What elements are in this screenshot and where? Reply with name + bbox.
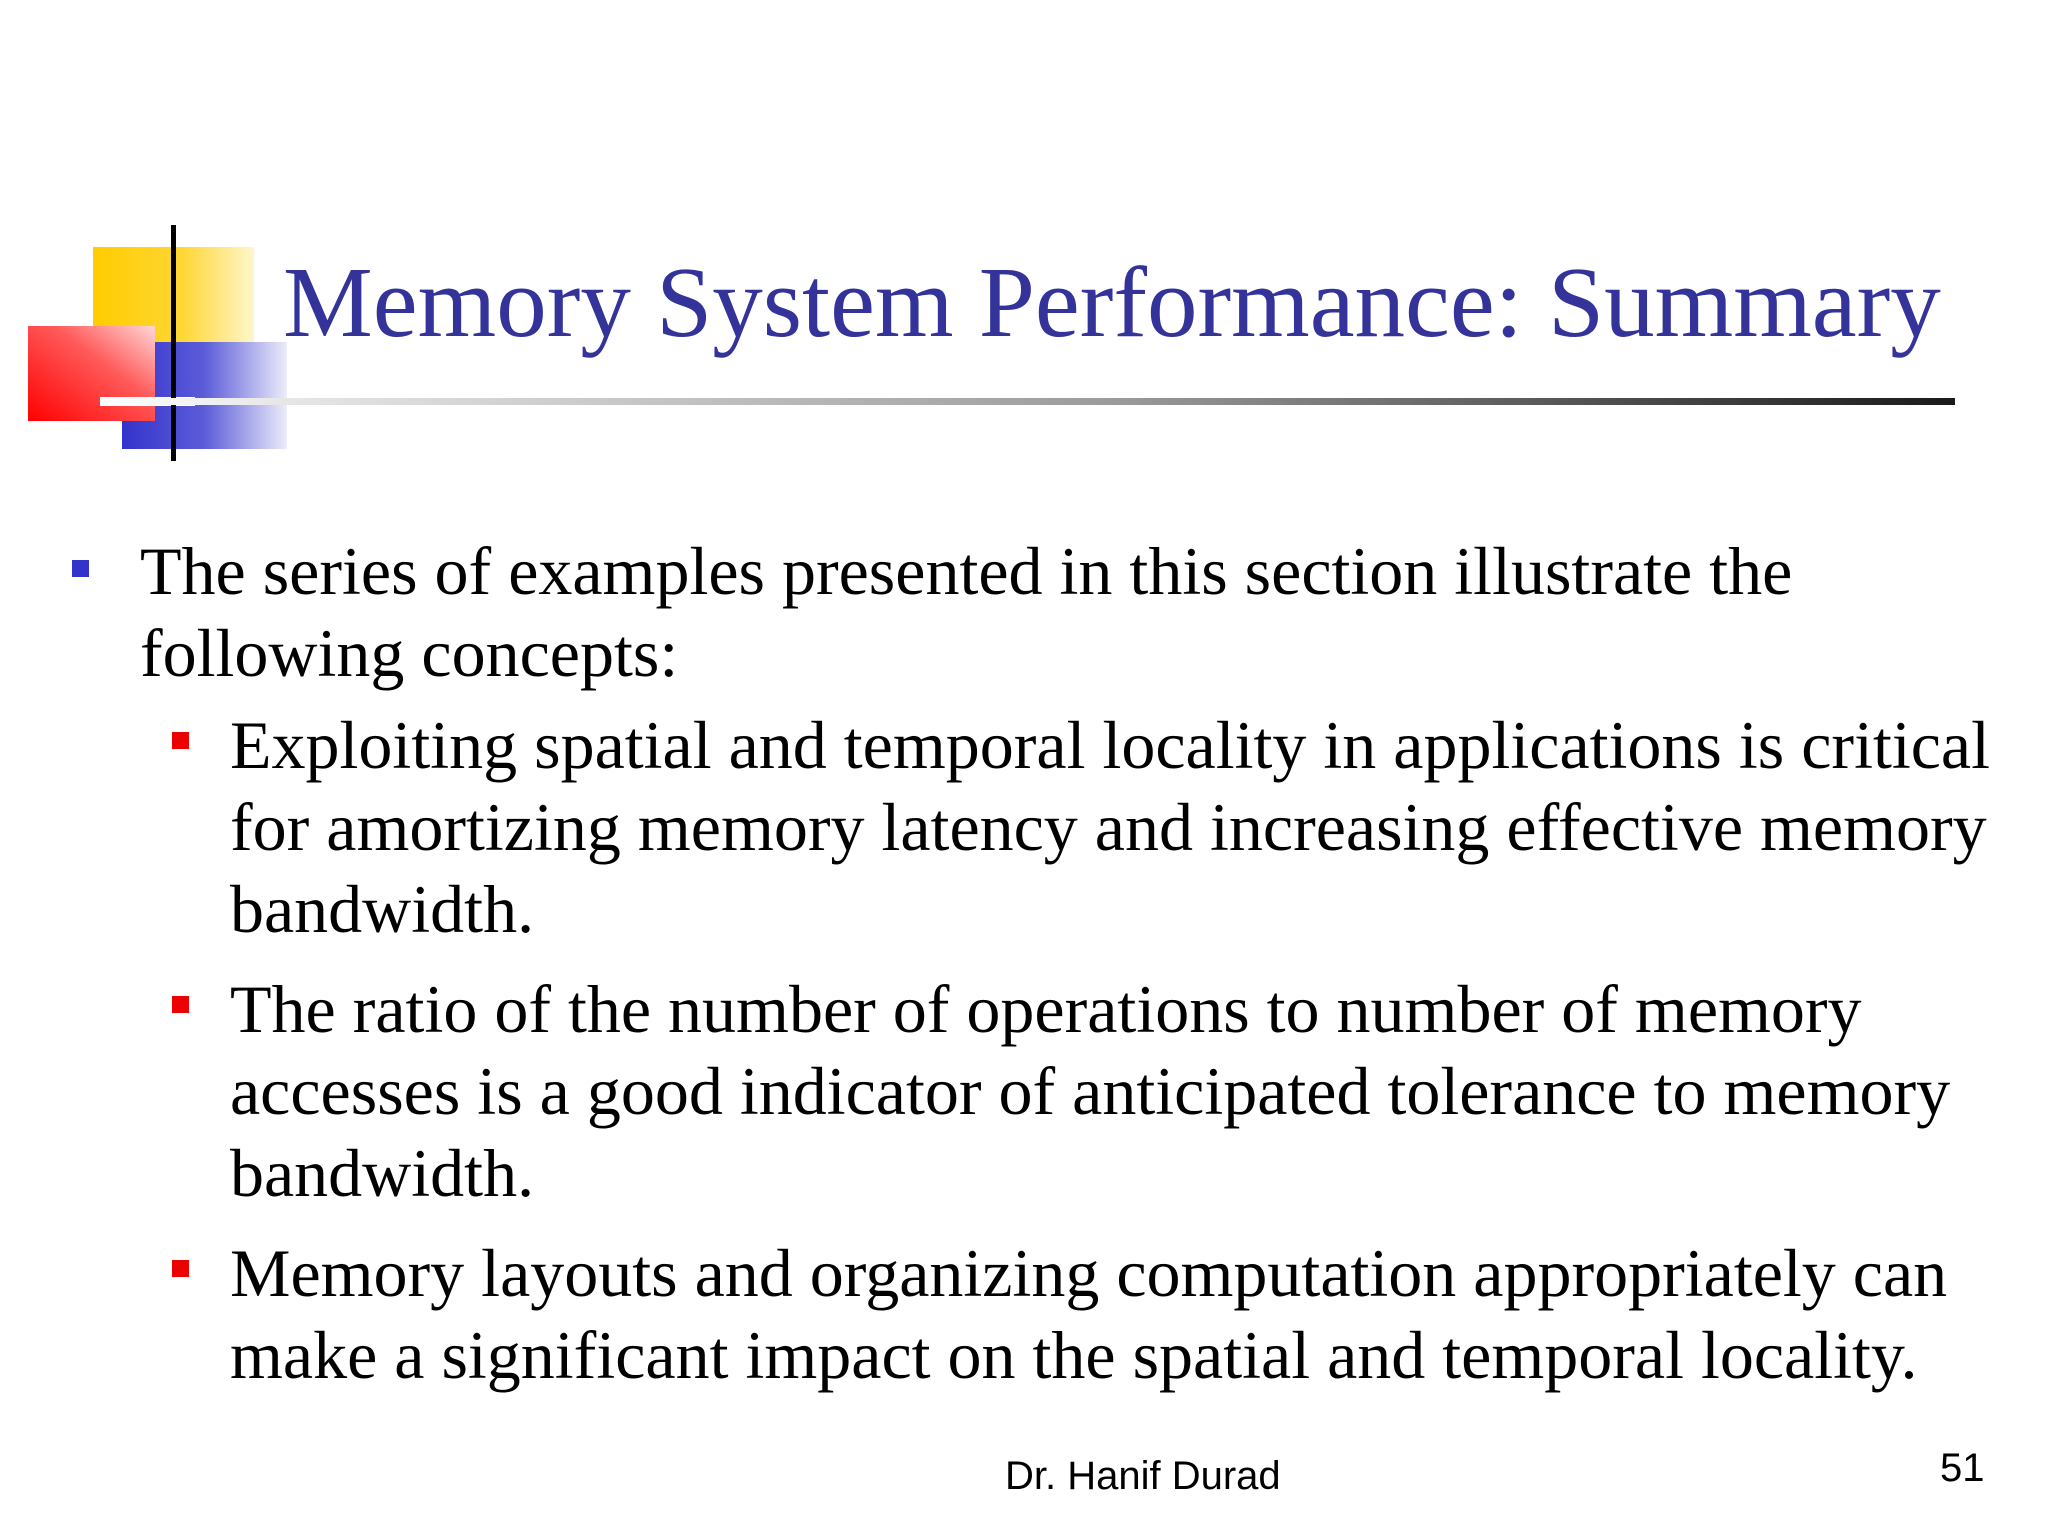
logo-red-square <box>28 326 155 421</box>
square-bullet-icon <box>172 732 189 749</box>
sub-bullet-text: The ratio of the number of operations to number of memory accesses is a good indicator of anticipated tolerance to memory bandwidth. <box>230 971 1951 1211</box>
sub-bullet-item <box>230 1232 2020 1396</box>
square-bullet-icon <box>172 1260 189 1277</box>
sub-bullet-item <box>230 704 2020 950</box>
slide-content <box>0 530 2048 1414</box>
sub-bullet-text: Memory layouts and organizing computation appropriately can make a significant impact on the spatial and temporal locality. <box>230 1235 1948 1393</box>
footer-author: Dr. Hanif Durad <box>1005 1454 1281 1498</box>
slide-title: Memory System Performance: Summary <box>283 246 1941 358</box>
logo-vertical-line <box>171 225 176 461</box>
square-bullet-icon <box>72 560 89 577</box>
title-underline <box>100 398 1955 405</box>
square-bullet-icon <box>172 996 189 1013</box>
sub-bullet-item <box>230 968 2020 1214</box>
bullet-item <box>140 530 2020 694</box>
bullet-text: The series of examples presented in this section illustrate the following concepts: <box>140 533 1793 691</box>
page-number: 51 <box>1940 1446 1985 1490</box>
sub-bullet-text: Exploiting spatial and temporal locality in applications is critical for amortizing memory latency and increasing effective memory bandwidth. <box>230 707 1990 947</box>
sub-bullet-list <box>0 704 2048 1396</box>
